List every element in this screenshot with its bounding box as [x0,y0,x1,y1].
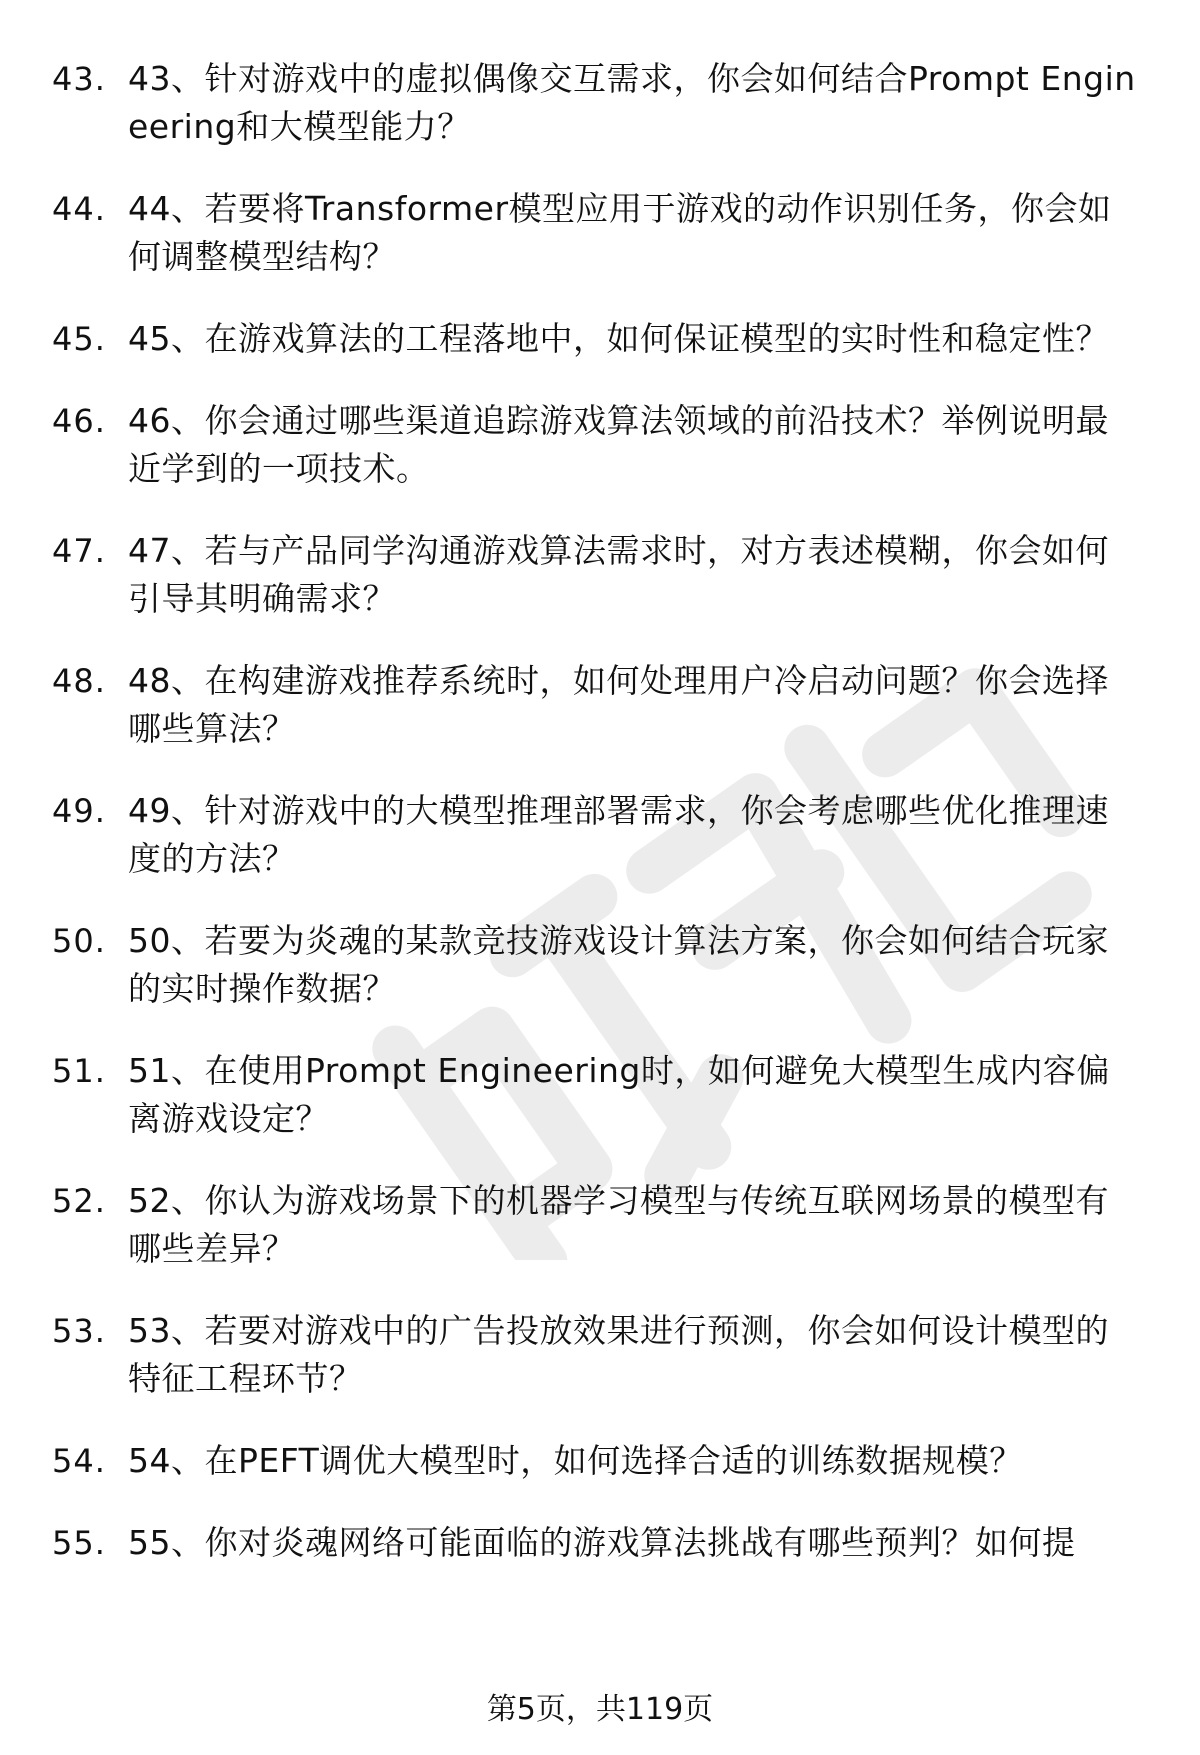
question-text: 54、在PEFT调优大模型时，如何选择合适的训练数据规模？ [128,1441,1023,1480]
question-item [0,1307,1200,1403]
question-item [0,787,1200,883]
question-text: 53、若要对游戏中的广告投放效果进行预测，你会如何设计模型的特征工程环节？ [128,1311,1109,1398]
question-number: 46. [52,402,106,440]
question-text: 47、若与产品同学沟通游戏算法需求时，对方表述模糊，你会如何引导其明确需求？ [128,531,1109,618]
question-number: 55. [52,1524,106,1562]
question-item [0,527,1200,623]
question-number: 43. [52,60,106,98]
question-number: 50. [52,922,106,960]
question-text: 45、在游戏算法的工程落地中，如何保证模型的实时性和稳定性？ [128,319,1109,358]
question-number: 54. [52,1442,106,1480]
question-text: 49、针对游戏中的大模型推理部署需求，你会考虑哪些优化推理速度的方法？ [128,791,1109,878]
question-number: 47. [52,532,106,570]
question-text: 50、若要为炎魂的某款竞技游戏设计算法方案，你会如何结合玩家的实时操作数据？ [128,921,1109,1008]
question-number: 48. [52,662,106,700]
question-item [0,185,1200,281]
question-text: 51、在使用Prompt Engineering时，如何避免大模型生成内容偏离游戏设定？ [128,1051,1110,1138]
question-item [0,917,1200,1013]
question-text: 43、针对游戏中的虚拟偶像交互需求，你会如何结合Prompt Engineering和大模型能力？ [128,59,1136,146]
question-text: 55、你对炎魂网络可能面临的游戏算法挑战有哪些预判？如何提 [128,1523,1076,1562]
question-item [0,657,1200,753]
question-item [0,397,1200,493]
question-item [0,1519,1200,1567]
question-number: 52. [52,1182,106,1220]
question-text: 52、你认为游戏场景下的机器学习模型与传统互联网场景的模型有哪些差异？ [128,1181,1109,1268]
question-number: 44. [52,190,106,228]
question-text: 46、你会通过哪些渠道追踪游戏算法领域的前沿技术？举例说明最近学到的一项技术。 [128,401,1109,488]
page-footer [0,1690,1200,1730]
question-number: 53. [52,1312,106,1350]
question-number: 45. [52,320,106,358]
page-number-label: 第5页，共119页 [486,1692,714,1727]
question-item [0,1437,1200,1485]
question-item [0,55,1200,151]
question-item [0,315,1200,363]
question-item [0,1177,1200,1273]
question-list [0,55,1200,1601]
question-text: 44、若要将Transformer模型应用于游戏的动作识别任务，你会如何调整模型结构？ [128,189,1112,276]
question-number: 51. [52,1052,106,1090]
question-item [0,1047,1200,1143]
question-number: 49. [52,792,106,830]
question-text: 48、在构建游戏推荐系统时，如何处理用户冷启动问题？你会选择哪些算法？ [128,661,1109,748]
